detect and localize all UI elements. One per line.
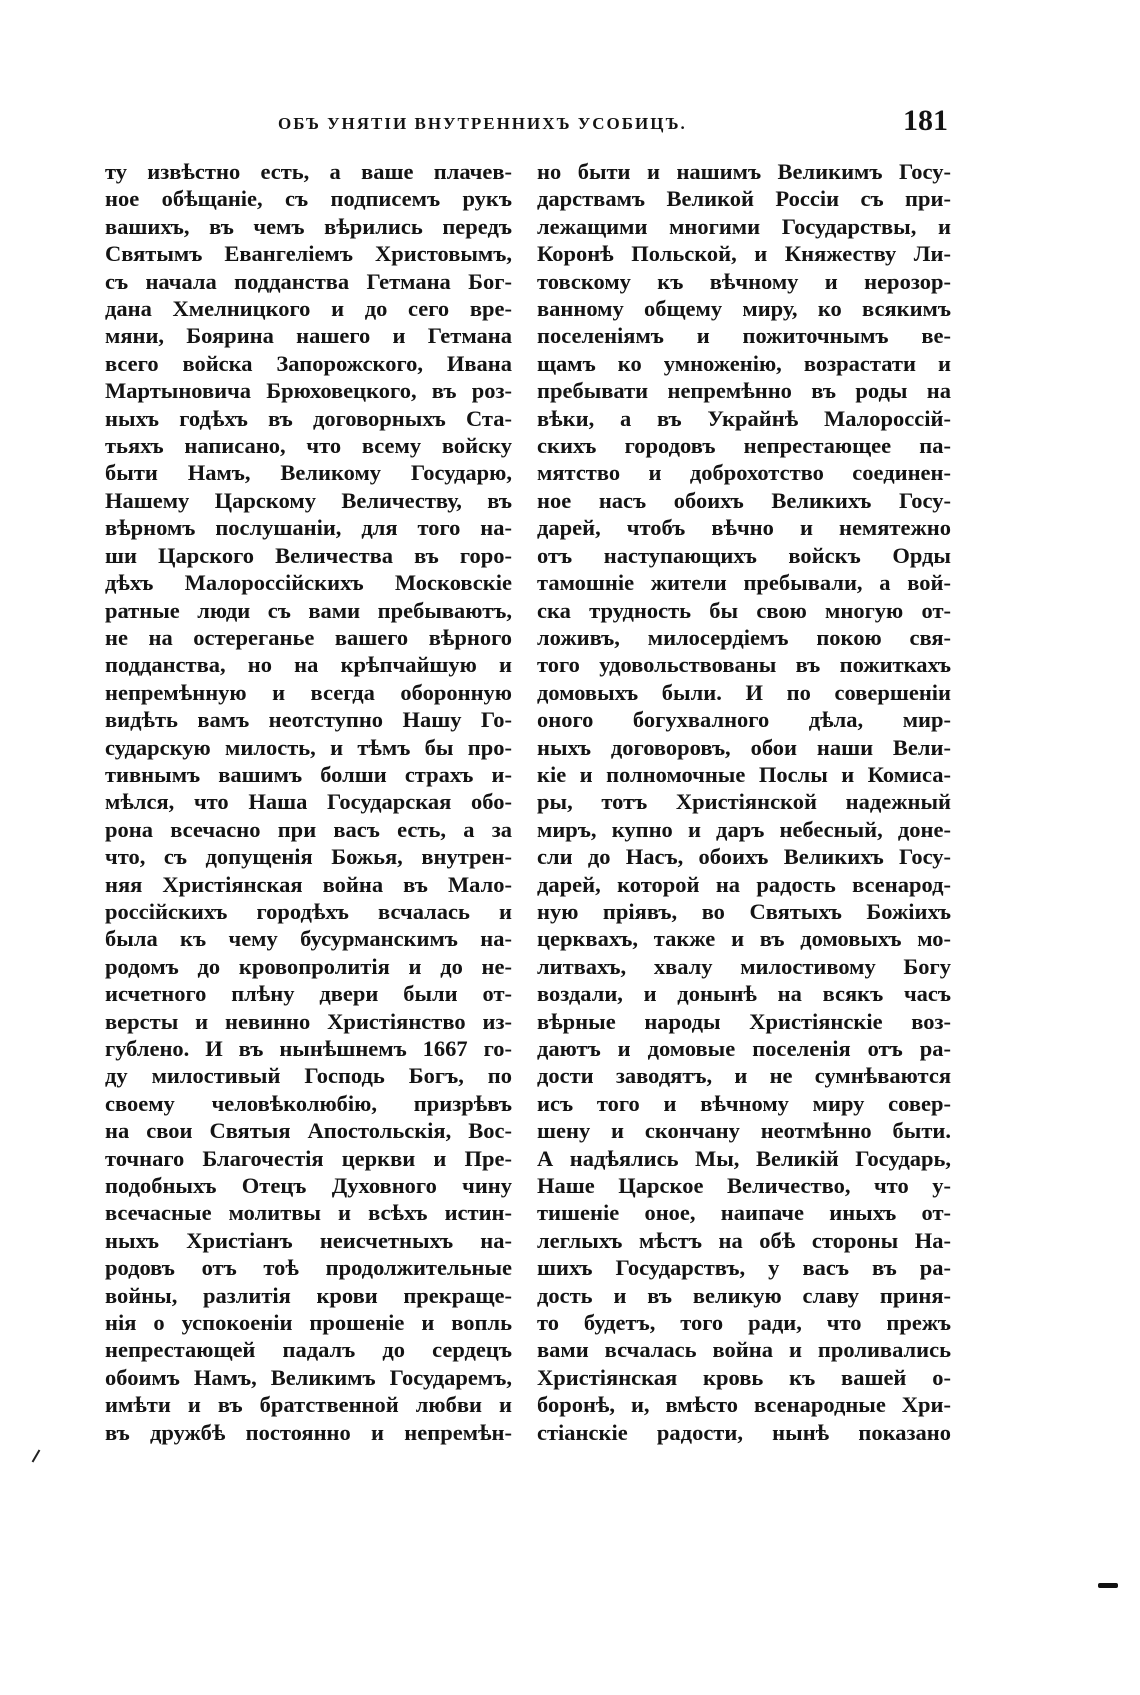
text-line: дарей, которой на радость всенарод- <box>537 871 951 897</box>
text-line: не на остереганье вашего вѣрного <box>105 624 512 650</box>
text-line: тивнымъ вашимъ болши страхъ и- <box>105 761 512 787</box>
margin-mark <box>32 1449 41 1462</box>
text-line: леглыхъ мѣстъ на обѣ стороны На- <box>537 1227 951 1253</box>
running-head <box>110 104 948 144</box>
text-line: обоимъ Намъ, Великимъ Государемъ, <box>105 1364 512 1390</box>
text-line: всечасные молитвы и всѣхъ истин- <box>105 1200 512 1226</box>
text-line: А надѣялись Мы, Великій Государь, <box>537 1145 951 1171</box>
text-line: нія о успокоеніи прошеніе и вопль <box>105 1310 512 1336</box>
text-line: пребывати непремѣнно въ роды на <box>537 378 951 404</box>
text-line: родомъ до кровопролитія и до не- <box>105 953 512 979</box>
text-line: шихъ Государствъ, у васъ въ ра- <box>537 1255 951 1281</box>
text-line: тишеніе оное, наипаче иныхъ от- <box>537 1200 951 1226</box>
text-line: исчетного плѣну двери были от- <box>105 981 512 1007</box>
text-line: мяни, Боярина нашего и Гетмана <box>105 323 512 349</box>
text-line: кіе и полномочные Послы и Комиса- <box>537 761 951 787</box>
text-line: Коронѣ Польской, и Княжеству Ли- <box>537 241 951 267</box>
running-title: ОБЪ УНЯТІИ ВНУТРЕННИХЪ УСОБИЦЪ. <box>278 114 687 133</box>
text-line: подданства, но на крѣпчайшую и <box>105 652 512 678</box>
page-number: 181 <box>903 104 948 137</box>
text-line: войны, разлитія крови прекраще- <box>105 1282 512 1308</box>
text-line: литвахъ, хвалу милостивому Богу <box>537 953 951 979</box>
text-line: товскому къ вѣчному и нерозор- <box>537 268 951 294</box>
text-line: Наше Царское Величество, что у- <box>537 1173 951 1199</box>
text-line: Мартыновича Брюховецкого, въ роз- <box>105 378 512 404</box>
text-line: скихъ городовъ непрестающее па- <box>537 433 951 459</box>
text-line: поселеніямъ и пожиточнымъ ве- <box>537 323 951 349</box>
text-line: ную пріявъ, во Святыхъ Божіихъ <box>537 898 951 924</box>
text-line: домовыхъ были. И по совершеніи <box>537 679 951 705</box>
text-line: ное насъ обоихъ Великихъ Госу- <box>537 487 951 513</box>
text-line: ложивъ, милосердіемъ покою свя- <box>537 624 951 650</box>
text-line: шену и скончану неотмѣнно быти. <box>537 1118 951 1144</box>
text-line: вѣрномъ послушаніи, для того на- <box>105 515 512 541</box>
text-line: няя Христіянская война въ Мало- <box>105 871 512 897</box>
text-line: то будетъ, того ради, что прежъ <box>537 1310 951 1336</box>
text-line: того удовольствованы въ пожиткахъ <box>537 652 951 678</box>
text-line: ры, тотъ Христіянской надежный <box>537 789 951 815</box>
text-line: отъ наступающихъ войскъ Орды <box>537 542 951 568</box>
text-line: Святымъ Евангеліемъ Христовымъ, <box>105 241 512 267</box>
text-line: съ начала подданства Гетмана Бог- <box>105 268 512 294</box>
text-line: непремѣнную и всегда оборонную <box>105 679 512 705</box>
text-line: ныхъ Христіанъ неисчетныхъ на- <box>105 1227 512 1253</box>
text-line: гублено. И въ нынѣшнемъ 1667 го- <box>105 1036 512 1061</box>
text-line: сударскую милость, и тѣмъ бы про- <box>105 734 512 760</box>
text-line: Христіянская кровь къ вашей о- <box>537 1364 951 1390</box>
text-line: Нашему Царскому Величеству, въ <box>105 487 512 513</box>
text-line: рона всечасно при васъ есть, а за <box>105 816 512 842</box>
text-line: дарей, чтобъ вѣчно и немятежно <box>537 515 951 541</box>
text-line: исъ того и вѣчному миру совер- <box>537 1090 951 1116</box>
text-line: щамъ ко умноженію, возрастати и <box>537 350 951 376</box>
text-line: на свои Святыя Апостольскія, Вос- <box>105 1118 512 1144</box>
text-line: ду милостивый Господь Богъ, по <box>105 1063 512 1089</box>
text-line: оного богухвалного дѣла, мир- <box>537 707 951 733</box>
text-line: ное обѣщаніе, съ подписемъ рукъ <box>105 186 512 212</box>
text-line: ныхъ годѣхъ въ договорныхъ Ста- <box>105 405 512 431</box>
text-line: дость и въ великую славу приня- <box>537 1282 951 1308</box>
text-line: тамошніе жители пребывали, а вой- <box>537 570 951 596</box>
text-line: имѣти и въ братственной любви и <box>105 1392 512 1418</box>
text-line: дана Хмелницкого и до сего вре- <box>105 296 512 322</box>
text-line: ту извѣстно есть, а ваше плачев- <box>105 159 512 184</box>
text-line: мятство и доброхотство соединен- <box>537 460 951 486</box>
text-line: родовъ отъ тоѣ продолжительные <box>105 1255 512 1281</box>
text-line: мѣлся, что Наша Государская обо- <box>105 789 512 815</box>
text-line: ванному общему миру, ко всякимъ <box>537 296 951 322</box>
right-column <box>537 158 951 1446</box>
text-line: вѣки, а въ Украйнѣ Малороссій- <box>537 405 951 431</box>
text-line: непрестающей падалъ до сердецъ <box>105 1337 512 1363</box>
text-line: лежащими многими Государствы, и <box>537 213 951 239</box>
text-line: но быти и нашимъ Великимъ Госу- <box>537 159 951 184</box>
text-line: точнаго Благочестія церкви и Пре- <box>105 1145 512 1171</box>
text-line: вѣрные народы Христіянскіе воз- <box>537 1008 951 1034</box>
text-line: боронѣ, и, вмѣсто всенародные Хри- <box>537 1392 951 1418</box>
text-line: россійскихъ городѣхъ всчалась и <box>105 898 512 924</box>
text-line: церквахъ, также и въ домовыхъ мо- <box>537 926 951 952</box>
text-line: версты и невинно Христіянство из- <box>105 1008 512 1034</box>
text-line: въ дружбѣ постоянно и непремѣн- <box>105 1419 512 1445</box>
text-line: воздали, и донынѣ на всякъ часъ <box>537 981 951 1007</box>
text-line: миръ, купно и даръ небесный, доне- <box>537 816 951 842</box>
text-line: дости заводятъ, и не сумнѣваются <box>537 1063 951 1089</box>
text-line: стіанскіе радости, нынѣ показано <box>537 1419 951 1445</box>
text-line: что, съ допущенія Божья, внутрен- <box>105 844 512 870</box>
text-line: ныхъ договоровъ, обои наши Вели- <box>537 734 951 760</box>
text-line: тьяхъ написано, что всему войску <box>105 433 512 459</box>
text-line: была къ чему бусурманскимъ на- <box>105 926 512 952</box>
left-column <box>105 158 512 1446</box>
text-line: ши Царского Величества въ горо- <box>105 542 512 568</box>
text-line: ратные люди съ вами пребываютъ, <box>105 597 512 623</box>
text-line: подобныхъ Отецъ Духовного чину <box>105 1173 512 1199</box>
text-line: даютъ и домовые поселенія отъ ра- <box>537 1036 951 1061</box>
text-line: вашихъ, въ чемъ вѣрились передъ <box>105 213 512 239</box>
text-line: видѣть вамъ неотступно Нашу Го- <box>105 707 512 733</box>
text-line: ска трудность бы свою многую от- <box>537 597 951 623</box>
text-line: дѣхъ Малороссійскихъ Московскіе <box>105 570 512 596</box>
text-line: своему человѣколюбію, призрѣвъ <box>105 1090 512 1116</box>
text-line: быти Намъ, Великому Государю, <box>105 460 512 486</box>
text-line: сли до Насъ, обоихъ Великихъ Госу- <box>537 844 951 870</box>
text-line: дарствамъ Великой Россіи съ при- <box>537 186 951 212</box>
margin-mark <box>1098 1583 1118 1588</box>
text-line: всего войска Запорожского, Ивана <box>105 350 512 376</box>
text-line: вами всчалась война и проливались <box>537 1337 951 1363</box>
